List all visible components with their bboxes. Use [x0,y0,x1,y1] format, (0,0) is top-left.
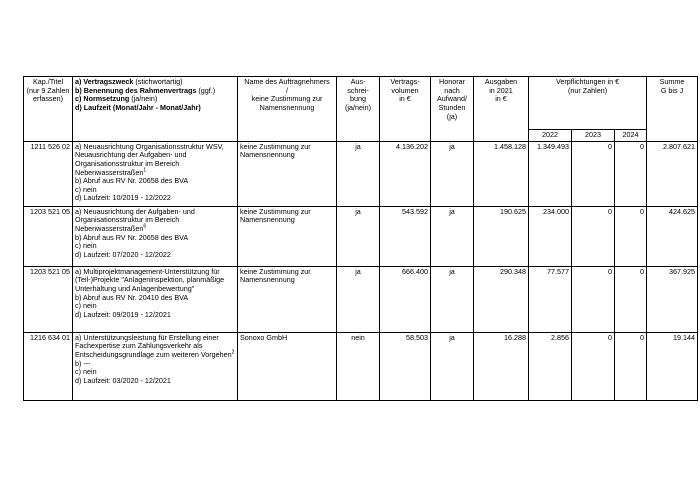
y2022-cell: 234.000 [529,206,572,266]
ausgaben-cell: 190.625 [474,206,529,266]
volumen-cell: 58.503 [380,332,431,400]
honorar-cell: ja [431,141,474,206]
summe-cell: 367.925 [647,266,698,332]
desc-a-note: (stichwortartig) [133,77,183,86]
table-row [24,332,698,400]
y2024-cell: 0 [615,141,647,206]
desc-a-label: a) Vertragszweck [75,77,134,86]
desc-b-note: (ggf.) [196,85,216,95]
ausschreibung-cell: ja [337,206,380,266]
y2024-cell: 0 [615,266,647,332]
y2023-cell: 0 [572,332,615,400]
kap-cell: 1203 521 05 [24,266,73,332]
col-verpflichtungen: Verpflichtungen in € (nur Zahlen) [529,77,647,130]
y2023-cell: 0 [572,141,615,206]
volumen-cell: 666.400 [380,266,431,332]
kap-cell: 1211 526 02 [24,141,73,206]
col-auftragnehmer: Name des Auftragnehmers / keine Zustimmung zur Namensnennung [238,77,337,142]
ausgaben-cell: 1.458.128 [474,141,529,206]
ausschreibung-cell: ja [337,141,380,206]
y2024-cell: 0 [615,206,647,266]
auftragnehmer-cell: keine Zustimmung zur Namensnennung [238,266,337,332]
auftragnehmer-cell: keine Zustimmung zur Namensnennung [238,141,337,206]
description-cell: a) Unterstützungsleistung für Erstellung einer Fachexpertise zum Zahlungsverkehr als Entscheidungsgrundlage zum weiteren Vorgehen$^2$ b) --- c) nein d) Laufzeit: 03/2020 - 12/2021 [73,332,238,400]
y2023-cell: 0 [572,266,615,332]
year-2023: 2023 [572,130,615,142]
table-row [24,206,698,266]
header-row [24,77,698,130]
y2024-cell: 0 [615,332,647,400]
col-ausgaben: Ausgaben in 2021 in € [474,77,529,142]
ausschreibung-cell: nein [337,332,380,400]
desc-c-label: c) Normsetzung [75,94,130,104]
col-vertragsvolumen: Vertrags- volumen in € [380,77,431,142]
volumen-cell: 543.592 [380,206,431,266]
honorar-cell: ja [431,332,474,400]
summe-cell: 19.144 [647,332,698,400]
y2022-cell: 77.577 [529,266,572,332]
kap-cell: 1203 521 05 [24,206,73,266]
ausgaben-cell: 290.348 [474,266,529,332]
y2022-cell: 2.856 [529,332,572,400]
col-kap-titel: Kap./Titel (nur 9 Zahlen erfassen) [24,77,73,142]
footnote-mark: 1 [143,167,147,174]
summe-cell: 424.625 [647,206,698,266]
col-description [73,77,238,142]
table-row [24,266,698,332]
description-cell: a) Neuausrichtung Organisationsstruktur WSV, Neuausrichtung der Aufgaben- und Organisationsstruktur im Bereich Nebenwasserstraßen$^1$ b) Abruf aus RV Nr. 20658 des BVA c) nein d) Laufzeit: 10/2019 - 12/2022 [73,141,238,206]
col-ausschreibung: Aus- schrei- bung (ja/nein) [337,77,380,142]
auftragnehmer-cell: Sonoxo GmbH [238,332,337,400]
ausschreibung-cell: ja [337,266,380,332]
year-2022: 2022 [529,130,572,142]
table-row [24,141,698,206]
desc-d-label: d) Laufzeit (Monat/Jahr - Monat/Jahr) [75,102,201,112]
desc-b-label: b) Benennung des Rahmenvertrags [75,85,197,95]
auftragnehmer-cell: keine Zustimmung zur Namensnennung [238,206,337,266]
summe-cell: 2.807.621 [647,141,698,206]
honorar-cell: ja [431,266,474,332]
kap-cell: 1216 634 01 [24,332,73,400]
y2022-cell: 1.349.493 [529,141,572,206]
col-honorar: Honorar nach Aufwand/ Stunden (ja) [431,77,474,142]
footnote-mark: 2 [231,349,235,356]
col-summe: Summe G bis J [647,77,698,142]
y2023-cell: 0 [572,206,615,266]
honorar-cell: ja [431,206,474,266]
description-cell: a) Neuausrichtung der Aufgaben- und Organisationsstruktur im Bereich Nebenwasserstraßen$^6$ b) Abruf aus RV Nr. 20658 des BVA c) nein d) Laufzeit: 07/2020 - 12/2022 [73,206,238,266]
year-2024: 2024 [615,130,647,142]
contracts-table [23,76,698,401]
ausgaben-cell: 16.288 [474,332,529,400]
description-cell: a) Multiprojektmanagement-Unterstützung für (Teil-)Projekte "Anlageninspektion, planmäßige Unterhaltung und Anlagenbewertung" b) Abruf aus RV Nr. 20410 des BVA c) nein d) Laufzeit: 09/2019 - 12/2021 [73,266,238,332]
footnote-mark: 6 [143,223,147,230]
volumen-cell: 4.136.202 [380,141,431,206]
desc-c-note: (ja/nein) [129,94,158,104]
